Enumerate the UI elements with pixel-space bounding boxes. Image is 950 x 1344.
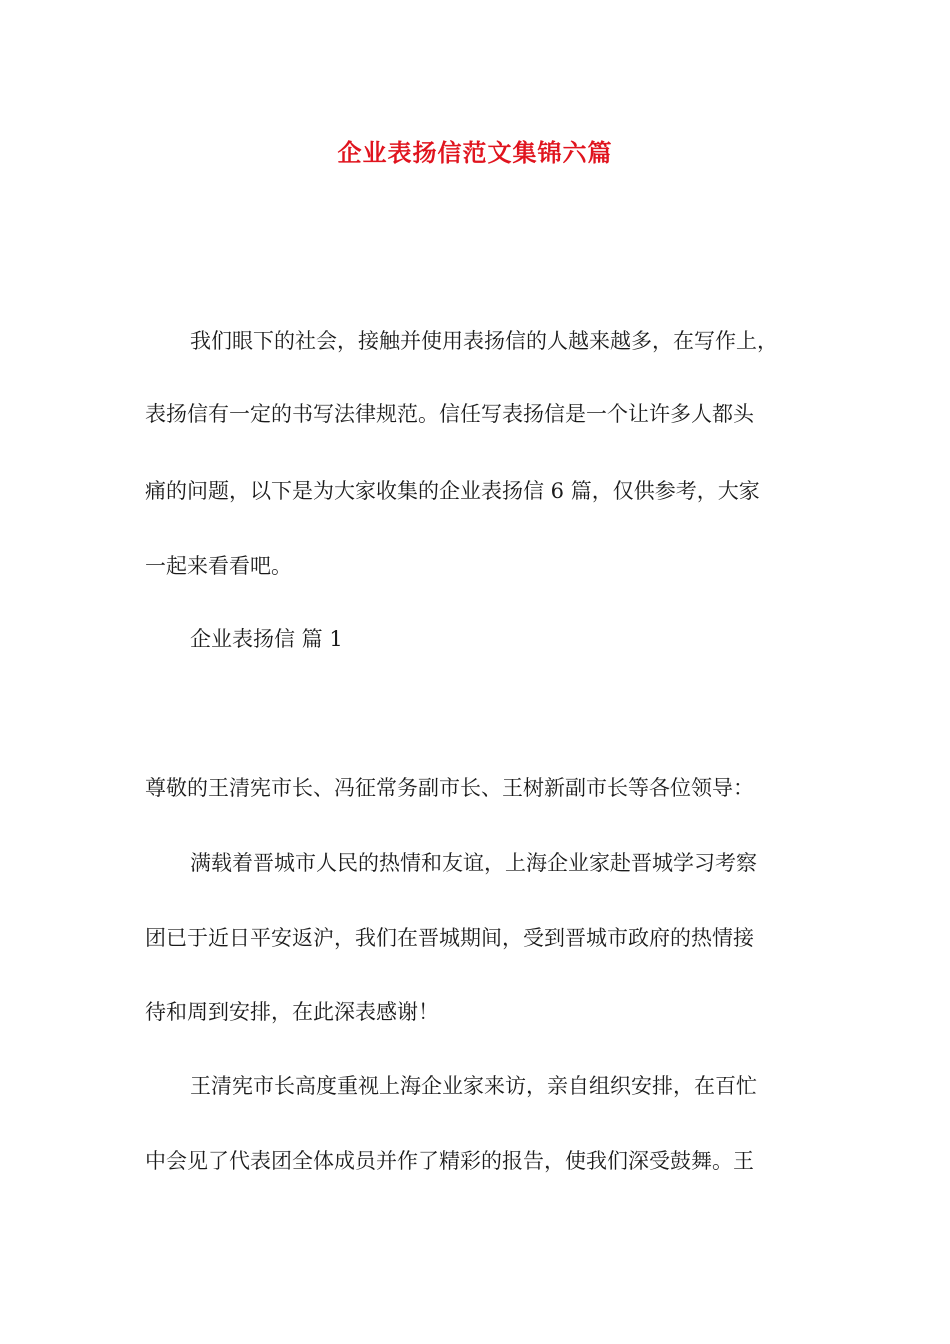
intro-line-3: 痛的问题，以下是为大家收集的企业表扬信 6 篇，仅供参考，大家	[145, 479, 760, 503]
salutation: 尊敬的王清宪市长、冯征常务副市长、王树新副市长等各位领导：	[145, 776, 754, 800]
body-line-4: 王清宪市长高度重视上海企业家来访，亲自组织安排，在百忙	[190, 1074, 757, 1098]
body-line-3: 待和周到安排，在此深表感谢！	[145, 1000, 439, 1024]
document-title: 企业表扬信范文集锦六篇	[337, 138, 613, 167]
intro-line-1: 我们眼下的社会，接触并使用表扬信的人越来越多，在写作上，	[190, 329, 778, 353]
body-line-1: 满载着晋城市人民的热情和友谊，上海企业家赴晋城学习考察	[190, 851, 757, 875]
intro-line-2: 表扬信有一定的书写法律规范。信任写表扬信是一个让许多人都头	[145, 402, 754, 426]
body-line-5: 中会见了代表团全体成员并作了精彩的报告，使我们深受鼓舞。王	[145, 1149, 754, 1173]
intro-line-4: 一起来看看吧。	[145, 554, 292, 578]
section-heading: 企业表扬信 篇 1	[190, 627, 343, 651]
body-line-2: 团已于近日平安返沪，我们在晋城期间，受到晋城市政府的热情接	[145, 926, 754, 950]
